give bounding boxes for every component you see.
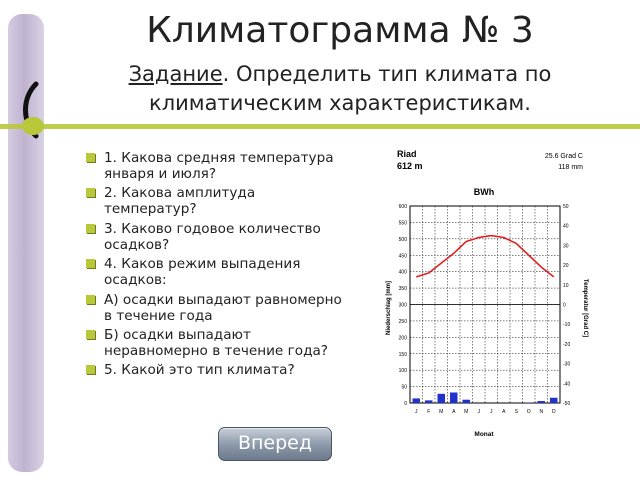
temp-tick-label: -30 xyxy=(563,361,571,368)
precip-tick-label: 450 xyxy=(398,253,407,260)
month-label: A xyxy=(502,409,506,415)
precip-tick-label: 200 xyxy=(398,335,407,342)
temp-tick-label: 20 xyxy=(563,263,569,270)
left-axis-label: Niederschlag [mm] xyxy=(386,280,392,336)
bullet-icon xyxy=(86,330,95,339)
bullet-icon xyxy=(86,295,95,304)
slide-title: Климатограмма № 3 xyxy=(146,10,534,51)
month-label: S xyxy=(514,409,518,415)
month-label: A xyxy=(452,409,456,415)
month-label: J xyxy=(490,409,493,415)
question-list xyxy=(84,150,352,382)
temp-tick-label: 0 xyxy=(563,302,566,309)
climate-class: BWh xyxy=(473,187,495,197)
precip-tick-label: 400 xyxy=(398,269,407,276)
decorative-knob xyxy=(22,117,44,135)
right-axis-label: Temperatur [Grad C] xyxy=(582,278,588,338)
climatogram-svg xyxy=(367,148,587,439)
annual-temperature: 25.6 Grad C xyxy=(544,153,583,160)
question-item xyxy=(84,150,352,182)
question-text: А) осадки выпадают равномерно в течение года xyxy=(104,291,342,324)
bullet-icon xyxy=(86,259,95,268)
temp-tick-label: -20 xyxy=(563,341,571,348)
month-label: N xyxy=(539,409,544,415)
question-text: Б) осадки выпадают неравномерно в течение года? xyxy=(104,326,329,359)
temp-tick-label: 50 xyxy=(563,204,569,210)
question-text: 2. Какова амплитуда температур? xyxy=(104,185,256,218)
precipitation-bar xyxy=(538,401,546,403)
binder-strip xyxy=(0,0,62,480)
precip-tick-label: 150 xyxy=(398,351,407,358)
temp-tick-label: 40 xyxy=(563,223,569,230)
bullet-icon xyxy=(86,188,95,197)
month-label: J xyxy=(415,409,418,415)
question-text: 4. Каков режим выпадения осадков: xyxy=(104,256,301,289)
precipitation-bar xyxy=(438,394,446,403)
x-axis-label: Monat xyxy=(474,431,494,438)
temp-tick-label: -50 xyxy=(563,401,571,407)
question-text: 3. Каково годовое количество осадков? xyxy=(104,220,321,253)
question-text: 5. Какой это тип климата? xyxy=(104,362,295,379)
temp-tick-label: 10 xyxy=(563,282,569,289)
precip-tick-label: 300 xyxy=(398,302,407,309)
task-statement xyxy=(70,60,610,118)
month-label: J xyxy=(477,409,480,415)
precipitation-bar xyxy=(425,400,433,403)
precip-tick-label: 550 xyxy=(398,220,407,227)
precip-tick-label: 100 xyxy=(398,368,407,375)
decorative-divider xyxy=(0,124,640,129)
temperature-line xyxy=(416,236,554,277)
station-elevation: 612 m xyxy=(397,161,423,171)
month-label: O xyxy=(526,409,531,415)
bullet-icon xyxy=(86,365,95,374)
station-name: Riad xyxy=(397,149,417,159)
month-label: M xyxy=(439,409,444,415)
bullet-icon xyxy=(86,224,95,233)
annual-precipitation: 118 mm xyxy=(558,164,583,171)
precip-tick-label: 500 xyxy=(398,236,407,243)
question-item xyxy=(84,185,352,217)
precipitation-bar xyxy=(450,392,458,403)
question-item xyxy=(84,362,352,378)
temp-tick-label: -40 xyxy=(563,381,571,388)
precipitation-bar xyxy=(463,400,471,403)
precip-tick-label: 250 xyxy=(398,318,407,325)
month-label: M xyxy=(464,409,469,415)
precipitation-bar xyxy=(413,398,421,403)
question-item xyxy=(84,221,352,253)
temp-tick-label: 30 xyxy=(563,243,569,250)
precip-tick-label: 50 xyxy=(401,384,407,391)
month-label: F xyxy=(427,409,431,415)
bullet-icon xyxy=(86,153,95,162)
precipitation-bar xyxy=(550,398,558,403)
question-item xyxy=(84,256,352,288)
question-text: 1. Какова средняя температура января и июля? xyxy=(104,150,334,182)
precip-tick-label: 0 xyxy=(404,401,407,407)
next-button[interactable]: Вперед xyxy=(218,427,332,461)
climatogram xyxy=(367,148,587,439)
question-item xyxy=(84,292,352,324)
month-label: D xyxy=(551,409,556,415)
temp-tick-label: -10 xyxy=(563,322,571,329)
task-label: Задание xyxy=(128,62,223,86)
question-item xyxy=(84,327,352,359)
precip-tick-label: 600 xyxy=(398,204,407,210)
task-text: . Определить тип климата по климатическим характеристикам. xyxy=(149,62,552,115)
precip-tick-label: 350 xyxy=(398,286,407,293)
